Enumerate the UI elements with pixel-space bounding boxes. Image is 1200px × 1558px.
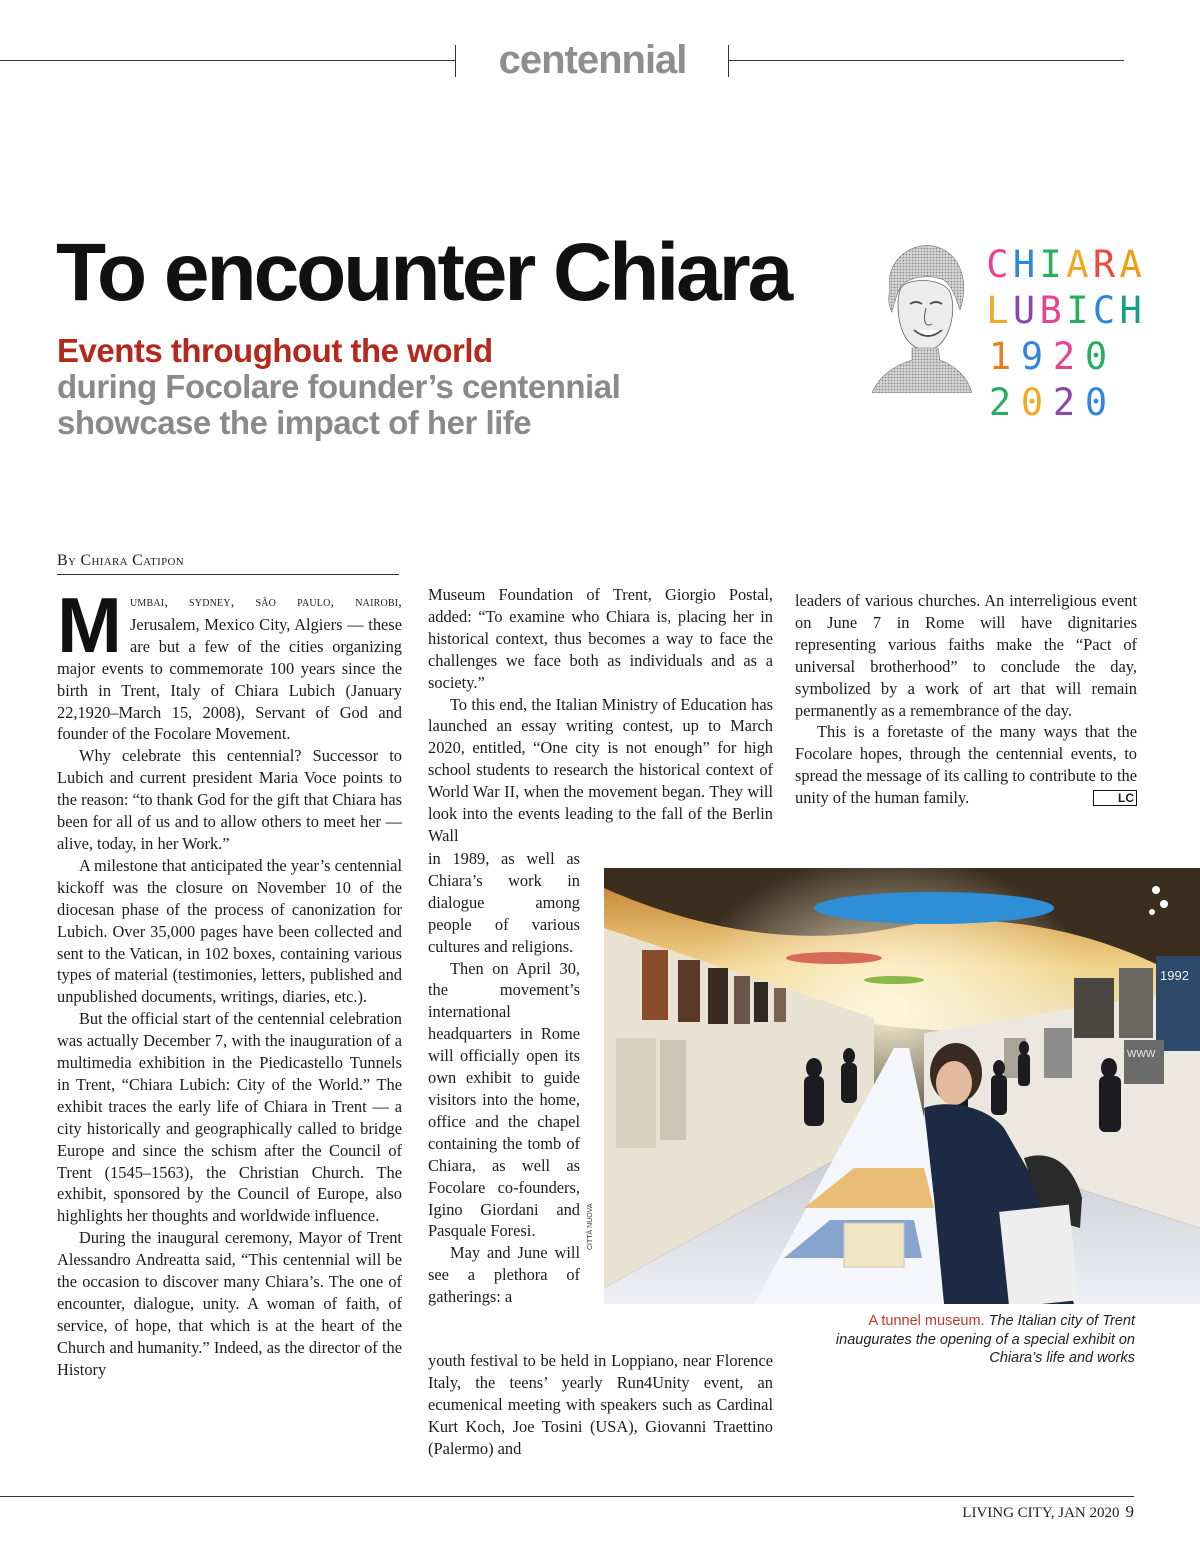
header-rule-tick-left <box>455 45 456 77</box>
logo-row-2020 <box>984 380 1144 426</box>
paragraph: Then on April 30, the movement’s international headquarters in Rome will officially open its own exhibit to guide visitors into the home, office and the chapel containing the tomb of Chiara, as well as Focolare co-founders, Igino Giordani and Pasquale Foresi. <box>428 958 580 1241</box>
tunnel-museum-photo <box>604 868 1200 1304</box>
logo-digit: 2 <box>1052 381 1076 424</box>
paragraph: During the inaugural ceremony, Mayor of Trent Alessandro Andreatta said, “This centennial will be the occasion to discover many Chiara’s. The one of encounter, dialogue, unity. A woman of faith, of service, of hope, that which is at the heart of the Church and humanity.” Indeed, as the director of the History <box>57 1228 402 1379</box>
publication-info: LIVING CITY, JAN 2020 <box>962 1505 1120 1521</box>
paragraph: A milestone that anticipated the year’s centennial kickoff was the closure on November 10 of the diocesan phase of the process of canonization for Lubich. Over 35,000 pages have been collected and sent to the Vatican, in 102 boxes, containing various types of material (testimonies, letters, published and unpublished documents, writings, diaries, etc.). <box>57 855 402 1007</box>
article-deck-red: Events throughout the world <box>57 332 493 369</box>
logo-letter: L <box>986 289 1009 332</box>
portrait-illustration <box>872 238 972 393</box>
caption-text: The Italian city of Trent inaugurates the opening of a special exhibit on Chiara’s life and works <box>835 1313 1135 1366</box>
paragraph: youth festival to be held in Loppiano, near Florence Italy, the teens’ yearly Run4Unity event, an ecumenical meeting with speakers such as Cardinal Kurt Koch, Joe Tosini (USA), Giovanni Traettino (Palermo) and <box>428 1351 773 1458</box>
caption-lead: A tunnel museum. <box>868 1313 985 1329</box>
paragraph-text: This is a foretaste of the many ways that the Focolare hopes, through the centennial events, to spread the message of its calling to contribute to the unity of the human family. <box>795 722 1137 808</box>
header-rule-tick-right <box>728 45 729 77</box>
logo-letter: C <box>986 243 1009 286</box>
logo-letter: I <box>1066 289 1089 332</box>
paragraph: leaders of various churches. An interreligious event on June 7 in Rome will have dignitaries representing various faiths make the “Pact of universal brotherhood” to conclude the day, symbolized by a work of art that will remain permanently as a remembrance of the day. <box>795 591 1137 720</box>
lead-in-smallcaps: umbai, sydney, são paulo, nairobi, <box>129 595 402 610</box>
body-column-3 <box>795 590 1137 809</box>
header-rule-left <box>0 60 455 61</box>
ceiling-disc-red <box>786 952 882 964</box>
body-column-2-bottom <box>428 1350 773 1460</box>
ceiling-disc-blue <box>814 892 1054 924</box>
logo-letter: I <box>1039 243 1062 286</box>
ceiling-disc-green <box>864 976 924 984</box>
logo-digit: 1 <box>988 335 1012 378</box>
drop-cap: M <box>57 581 122 669</box>
end-mark: LC <box>1093 790 1137 806</box>
paragraph <box>795 721 1137 809</box>
logo-digit: 0 <box>1084 381 1108 424</box>
photo-credit: CITTÀ NUOVA <box>587 1203 594 1250</box>
centennial-logo <box>984 242 1144 426</box>
logo-letter: R <box>1092 243 1116 286</box>
deck-gray-line-2: showcase the impact of her life <box>57 404 532 441</box>
header-rule-right <box>728 60 1124 61</box>
photo-caption <box>800 1312 1135 1368</box>
article-title: To encounter Chiara <box>56 227 791 318</box>
page-number: 9 <box>1125 1502 1134 1521</box>
body-column-2-top <box>428 584 773 847</box>
page-footer <box>962 1502 1134 1522</box>
paragraph: But the official start of the centennial celebration was actually December 7, with the inauguration of a multimedia exhibition in the Piedicastello Tunnels in Trent, “Chiara Lubich: City of the World.” The exhibit traces the early life of Chiara in Trent — a city historically and geographically called to bridge Europe and since the schism after the Council of Trent (1545–1563), the Christian Church. The exhibit, sponsored by the Council of Europe, also highlights her thoughts and worldwide influence. <box>57 1009 402 1226</box>
logo-digit: 9 <box>1020 335 1044 378</box>
body-column-1 <box>57 581 403 1381</box>
paragraph: in 1989, as well as Chiara’s work in dialogue among people of various cultures and religions. <box>428 849 580 956</box>
paragraph: Museum Foundation of Trent, Giorgio Postal, added: “To examine who Chiara is, placing her in historical context, thus becomes a way to face the challenges we face both as individuals and as a society.” <box>428 585 773 692</box>
logo-digit: 0 <box>1084 335 1108 378</box>
article-deck-gray <box>57 369 777 441</box>
paragraph-text: Jerusalem, Mexico City, Algiers — these are but a few of the cities organizing major events to commemorate 100 years since the birth in Trent, Italy of Chiara Lubich (January 22,1920–March 15, 2008), Servant of God and founder of the Focolare Movement. <box>57 614 402 744</box>
logo-letter: U <box>1012 289 1036 332</box>
logo-letter: A <box>1066 243 1089 286</box>
logo-letter: B <box>1039 289 1062 332</box>
paragraph: To this end, the Italian Ministry of Education has launched an essay writing contest, up to March 2020, entitled, “One city is not enough” for high school students to research the historical context of World War II, when the movement began. They will look into the events leading to the fall of the Berlin Wall <box>428 694 773 845</box>
logo-letter: A <box>1119 243 1142 286</box>
wall-label: WWW <box>1127 1049 1156 1060</box>
paragraph <box>57 581 402 745</box>
paragraph: Why celebrate this centennial? Successor to Lubich and current president Maria Voce points to the reason: “to thank God for the gift that Chiara has been for all of us and to allow others to meet her — alive, today, in her Work.” <box>57 746 403 853</box>
footer-rule <box>0 1496 1134 1497</box>
logo-digit: 2 <box>988 381 1012 424</box>
logo-digit: 0 <box>1020 381 1044 424</box>
deck-gray-line-1: during Focolare founder’s centennial <box>57 368 621 405</box>
byline: By Chiara Catipon <box>57 552 399 575</box>
body-column-2-narrow <box>428 848 580 1308</box>
paragraph: May and June will see a plethora of gatherings: a <box>428 1243 580 1307</box>
logo-letter: H <box>1012 243 1036 286</box>
logo-row-lubich <box>984 288 1144 334</box>
logo-letter: C <box>1092 289 1116 332</box>
logo-digit: 2 <box>1052 335 1076 378</box>
logo-letter: H <box>1119 289 1142 332</box>
logo-row-chiara <box>984 242 1144 288</box>
logo-row-1920 <box>984 334 1144 380</box>
year-label: 1992 <box>1160 968 1189 983</box>
section-label: centennial <box>498 38 687 82</box>
